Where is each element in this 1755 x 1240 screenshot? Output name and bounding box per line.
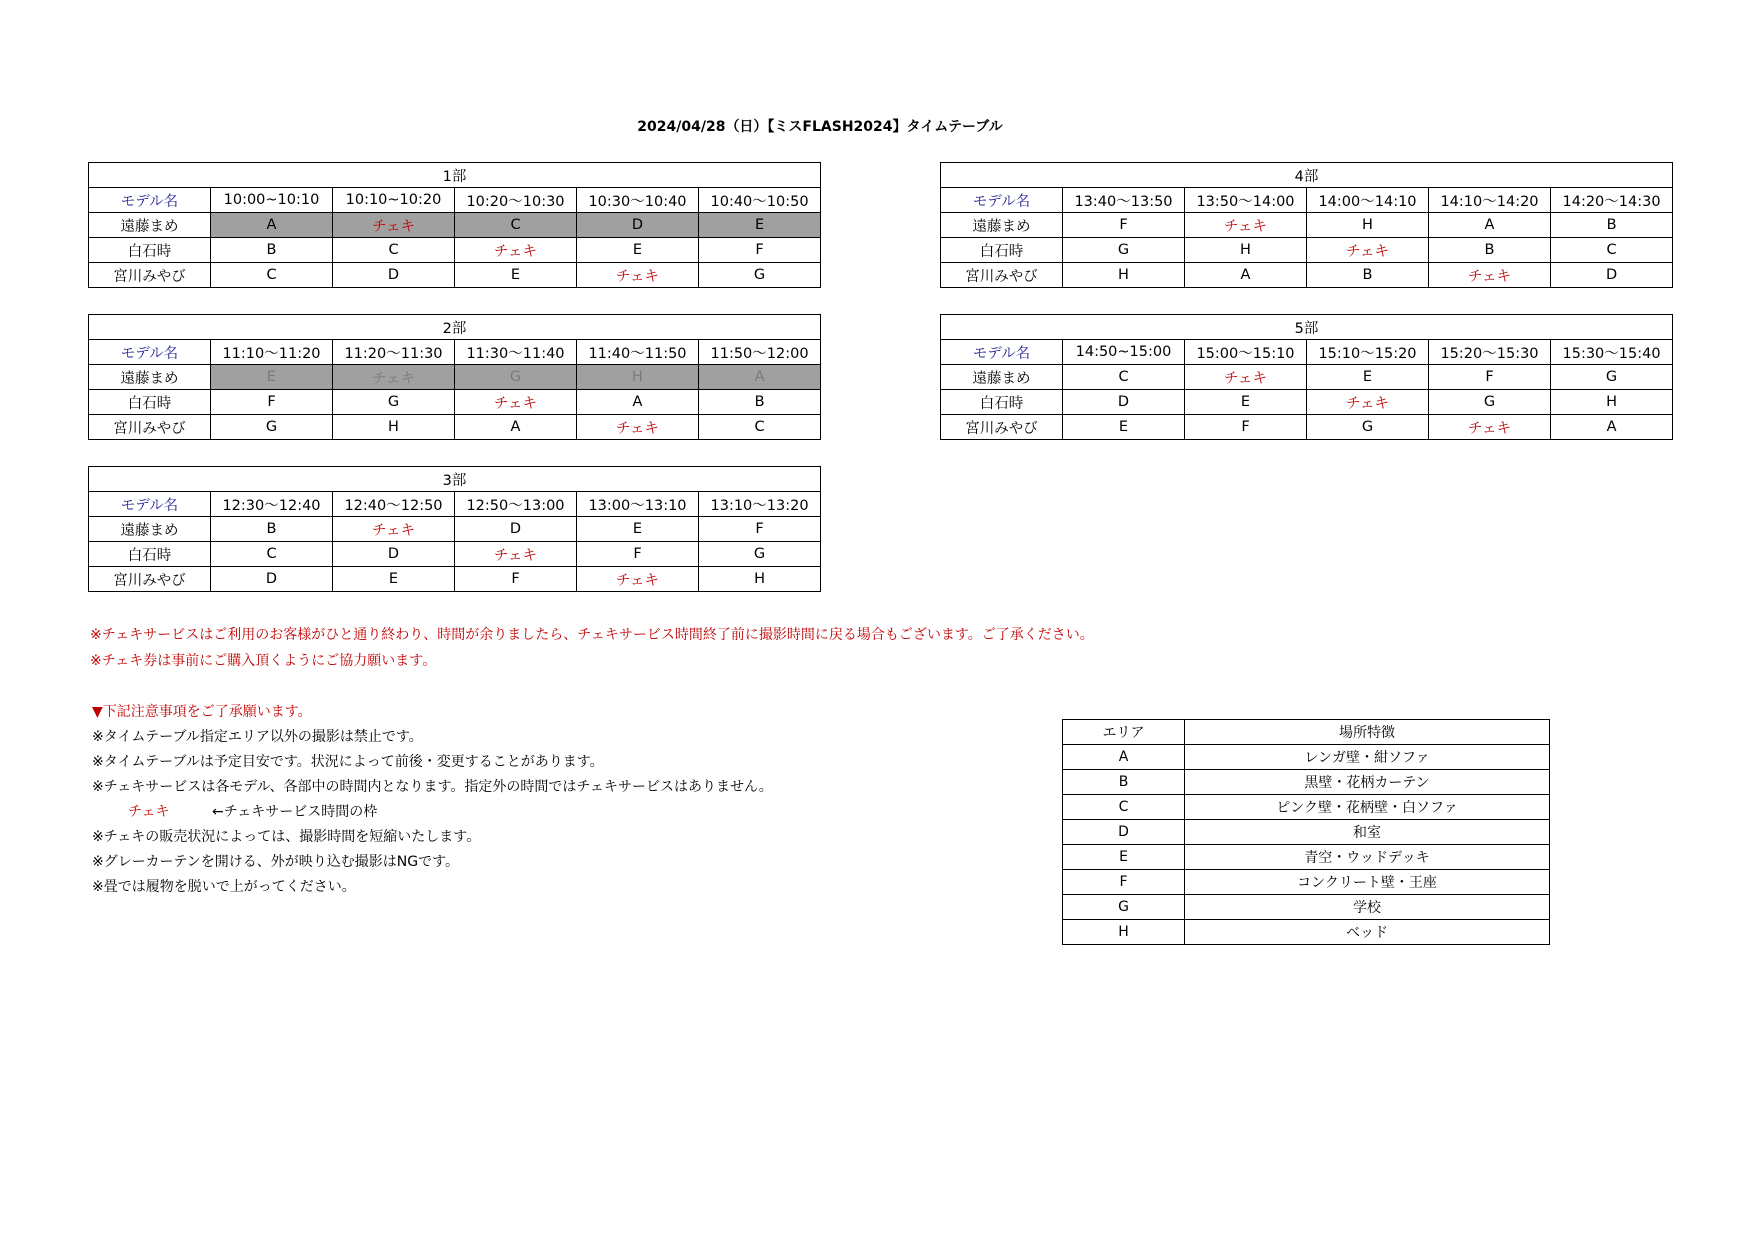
model-row	[89, 567, 821, 592]
time-slot: 11:30～11:40	[455, 340, 577, 365]
model-name: 宮川みやび	[89, 567, 211, 592]
area-cell: H	[1551, 390, 1673, 415]
area-cell: F	[1429, 365, 1551, 390]
time-slot: 13:50～14:00	[1185, 188, 1307, 213]
time-slot: 12:30～12:40	[211, 492, 333, 517]
area-cell: E	[333, 567, 455, 592]
time-row	[89, 492, 821, 517]
session-header-row	[89, 467, 821, 492]
area-cell: H	[1185, 238, 1307, 263]
note-5: ※グレーカーテンを開ける、外が映り込む撮影はNGです。	[92, 854, 459, 870]
area-cell: D	[333, 542, 455, 567]
time-slot: 11:20～11:30	[333, 340, 455, 365]
cheki-cell: チェキ	[577, 567, 699, 592]
model-row	[89, 415, 821, 440]
cheki-cell: チェキ	[1185, 213, 1307, 238]
area-cell: E	[1307, 365, 1429, 390]
note-1: ※タイムテーブル指定エリア以外の撮影は禁止です。	[92, 729, 423, 745]
area-cell: G	[1063, 238, 1185, 263]
area-cell: C	[1551, 238, 1673, 263]
model-name: 遠藤まめ	[941, 213, 1063, 238]
area-feature: ピンク壁・花柄壁・白ソファ	[1185, 795, 1550, 820]
cheki-cell: チェキ	[577, 263, 699, 288]
schedule-table-5	[940, 314, 1673, 440]
area-feature: 学校	[1185, 895, 1550, 920]
session-title: 2部	[89, 315, 821, 340]
area-row	[1063, 895, 1550, 920]
time-slot: 11:40～11:50	[577, 340, 699, 365]
time-slot: 10:00~10:10	[211, 188, 333, 213]
time-row	[941, 340, 1673, 365]
area-cell: D	[1063, 390, 1185, 415]
area-cell: G	[211, 415, 333, 440]
area-cell: H	[333, 415, 455, 440]
model-name: 白石時	[941, 238, 1063, 263]
session-header-row	[941, 315, 1673, 340]
time-slot: 10:10~10:20	[333, 188, 455, 213]
cheki-cell: チェキ	[1307, 390, 1429, 415]
notice-heading: ▼下記注意事項をご了承願います。	[92, 704, 312, 720]
model-name: 宮川みやび	[89, 263, 211, 288]
legend-text: ←チェキサービス時間の枠	[212, 804, 378, 820]
time-slot: 10:20～10:30	[455, 188, 577, 213]
area-cell: A	[1551, 415, 1673, 440]
model-name: 遠藤まめ	[941, 365, 1063, 390]
note-6: ※畳では履物を脱いで上がってください。	[92, 879, 356, 895]
model-label: モデル名	[941, 340, 1063, 365]
session-title: 5部	[941, 315, 1673, 340]
cheki-cell: チェキ	[333, 213, 455, 238]
area-row	[1063, 870, 1550, 895]
area-cell: C	[211, 263, 333, 288]
area-cell: F	[577, 542, 699, 567]
model-name: 宮川みやび	[941, 415, 1063, 440]
model-name: 白石時	[89, 390, 211, 415]
cheki-cell: チェキ	[455, 238, 577, 263]
model-name: 宮川みやび	[941, 263, 1063, 288]
model-row	[89, 238, 821, 263]
area-cell: A	[1429, 213, 1551, 238]
area-cell: D	[455, 517, 577, 542]
area-cell: F	[699, 238, 821, 263]
area-cell: A	[577, 390, 699, 415]
cheki-cell: チェキ	[333, 517, 455, 542]
red-note-1: ※チェキサービスはご利用のお客様がひと通り終わり、時間が余りましたら、チェキサービス時間終了前に撮影時間に戻る場合もございます。ご了承ください。	[90, 627, 1094, 643]
area-feature: 青空・ウッドデッキ	[1185, 845, 1550, 870]
area-cell: H	[1307, 213, 1429, 238]
cheki-cell: チェキ	[577, 415, 699, 440]
area-cell: H	[1063, 263, 1185, 288]
area-cell: H	[699, 567, 821, 592]
model-name: 白石時	[941, 390, 1063, 415]
area-row	[1063, 745, 1550, 770]
model-row	[89, 365, 821, 390]
area-row	[1063, 920, 1550, 945]
session-header-row	[89, 315, 821, 340]
area-row	[1063, 795, 1550, 820]
area-table	[1062, 719, 1550, 945]
area-code: F	[1063, 870, 1185, 895]
area-cell: B	[1551, 213, 1673, 238]
time-slot: 10:40～10:50	[699, 188, 821, 213]
area-code: E	[1063, 845, 1185, 870]
area-cell: F	[211, 390, 333, 415]
model-row	[941, 390, 1673, 415]
time-slot: 13:10～13:20	[699, 492, 821, 517]
area-cell: D	[577, 213, 699, 238]
area-feature: コンクリート壁・王座	[1185, 870, 1550, 895]
area-cell: H	[577, 365, 699, 390]
time-slot: 13:00～13:10	[577, 492, 699, 517]
time-row	[89, 340, 821, 365]
area-cell: D	[1551, 263, 1673, 288]
area-cell: G	[1307, 415, 1429, 440]
time-slot: 12:50～13:00	[455, 492, 577, 517]
session-title: 4部	[941, 163, 1673, 188]
area-cell: G	[455, 365, 577, 390]
model-name: 白石時	[89, 238, 211, 263]
model-row	[89, 213, 821, 238]
area-cell: C	[211, 542, 333, 567]
area-feature: 和室	[1185, 820, 1550, 845]
note-2: ※タイムテーブルは予定目安です。状況によって前後・変更することがあります。	[92, 754, 604, 770]
time-row	[941, 188, 1673, 213]
model-row	[941, 213, 1673, 238]
area-cell: G	[1551, 365, 1673, 390]
area-cell: A	[1185, 263, 1307, 288]
model-row	[89, 542, 821, 567]
time-slot: 15:10～15:20	[1307, 340, 1429, 365]
time-slot: 14:50~15:00	[1063, 340, 1185, 365]
area-cell: B	[211, 238, 333, 263]
legend-cheki: チェキ	[128, 804, 170, 820]
area-cell: A	[455, 415, 577, 440]
time-slot: 12:40～12:50	[333, 492, 455, 517]
model-name: 遠藤まめ	[89, 365, 211, 390]
time-slot: 11:10～11:20	[211, 340, 333, 365]
red-note-2: ※チェキ券は事前にご購入頂くようにご協力願います。	[90, 653, 437, 669]
time-slot: 14:10～14:20	[1429, 188, 1551, 213]
cheki-cell: チェキ	[455, 542, 577, 567]
area-cell: G	[333, 390, 455, 415]
cheki-cell: チェキ	[455, 390, 577, 415]
area-code: B	[1063, 770, 1185, 795]
cheki-cell: チェキ	[333, 365, 455, 390]
model-row	[941, 238, 1673, 263]
area-feature: 黒壁・花柄カーテン	[1185, 770, 1550, 795]
area-cell: B	[211, 517, 333, 542]
area-cell: A	[699, 365, 821, 390]
area-row	[1063, 770, 1550, 795]
area-row	[1063, 845, 1550, 870]
time-slot: 15:20～15:30	[1429, 340, 1551, 365]
schedule-table-1	[88, 162, 821, 288]
area-row	[1063, 820, 1550, 845]
area-cell: C	[1063, 365, 1185, 390]
time-slot: 15:00～15:10	[1185, 340, 1307, 365]
area-cell: B	[699, 390, 821, 415]
area-cell: E	[577, 517, 699, 542]
area-code: A	[1063, 745, 1185, 770]
area-cell: E	[455, 263, 577, 288]
time-slot: 15:30～15:40	[1551, 340, 1673, 365]
area-cell: E	[577, 238, 699, 263]
model-name: 遠藤まめ	[89, 213, 211, 238]
area-cell: F	[699, 517, 821, 542]
area-feature: レンガ壁・紺ソファ	[1185, 745, 1550, 770]
area-cell: F	[455, 567, 577, 592]
cheki-cell: チェキ	[1429, 263, 1551, 288]
cheki-cell: チェキ	[1429, 415, 1551, 440]
area-header-row	[1063, 720, 1550, 745]
model-row	[89, 390, 821, 415]
session-title: 3部	[89, 467, 821, 492]
model-name: 白石時	[89, 542, 211, 567]
note-3: ※チェキサービスは各モデル、各部中の時間内となります。指定外の時間ではチェキサービスはありません。	[92, 779, 773, 795]
model-label: モデル名	[89, 188, 211, 213]
area-cell: E	[1063, 415, 1185, 440]
time-slot: 11:50～12:00	[699, 340, 821, 365]
area-cell: G	[699, 542, 821, 567]
session-header-row	[89, 163, 821, 188]
model-row	[89, 263, 821, 288]
cheki-cell: チェキ	[1307, 238, 1429, 263]
model-name: 宮川みやび	[89, 415, 211, 440]
area-code: G	[1063, 895, 1185, 920]
session-title: 1部	[89, 163, 821, 188]
model-label: モデル名	[89, 492, 211, 517]
area-cell: F	[1185, 415, 1307, 440]
area-cell: B	[1307, 263, 1429, 288]
time-slot: 14:20～14:30	[1551, 188, 1673, 213]
area-code: H	[1063, 920, 1185, 945]
schedule-table-4	[940, 162, 1673, 288]
model-label: モデル名	[89, 340, 211, 365]
note-4: ※チェキの販売状況によっては、撮影時間を短縮いたします。	[92, 829, 481, 845]
area-header-feature: 場所特徴	[1185, 720, 1550, 745]
page-title: 2024/04/28（日）【ミスFLASH2024】タイムテーブル	[637, 119, 1003, 135]
time-slot: 10:30～10:40	[577, 188, 699, 213]
area-cell: G	[1429, 390, 1551, 415]
session-header-row	[941, 163, 1673, 188]
area-code: C	[1063, 795, 1185, 820]
area-cell: E	[211, 365, 333, 390]
model-row	[941, 263, 1673, 288]
area-header-area: エリア	[1063, 720, 1185, 745]
area-cell: C	[333, 238, 455, 263]
model-label: モデル名	[941, 188, 1063, 213]
cheki-cell: チェキ	[1185, 365, 1307, 390]
model-row	[941, 365, 1673, 390]
model-row	[89, 517, 821, 542]
area-code: D	[1063, 820, 1185, 845]
area-cell: D	[333, 263, 455, 288]
schedule-table-3	[88, 466, 821, 592]
area-cell: F	[1063, 213, 1185, 238]
area-cell: E	[699, 213, 821, 238]
time-slot: 14:00～14:10	[1307, 188, 1429, 213]
area-cell: C	[455, 213, 577, 238]
area-cell: C	[699, 415, 821, 440]
time-row	[89, 188, 821, 213]
time-slot: 13:40～13:50	[1063, 188, 1185, 213]
model-row	[941, 415, 1673, 440]
model-name: 遠藤まめ	[89, 517, 211, 542]
area-cell: G	[699, 263, 821, 288]
area-cell: A	[211, 213, 333, 238]
area-cell: D	[211, 567, 333, 592]
area-cell: E	[1185, 390, 1307, 415]
schedule-table-2	[88, 314, 821, 440]
area-feature: ベッド	[1185, 920, 1550, 945]
area-cell: B	[1429, 238, 1551, 263]
